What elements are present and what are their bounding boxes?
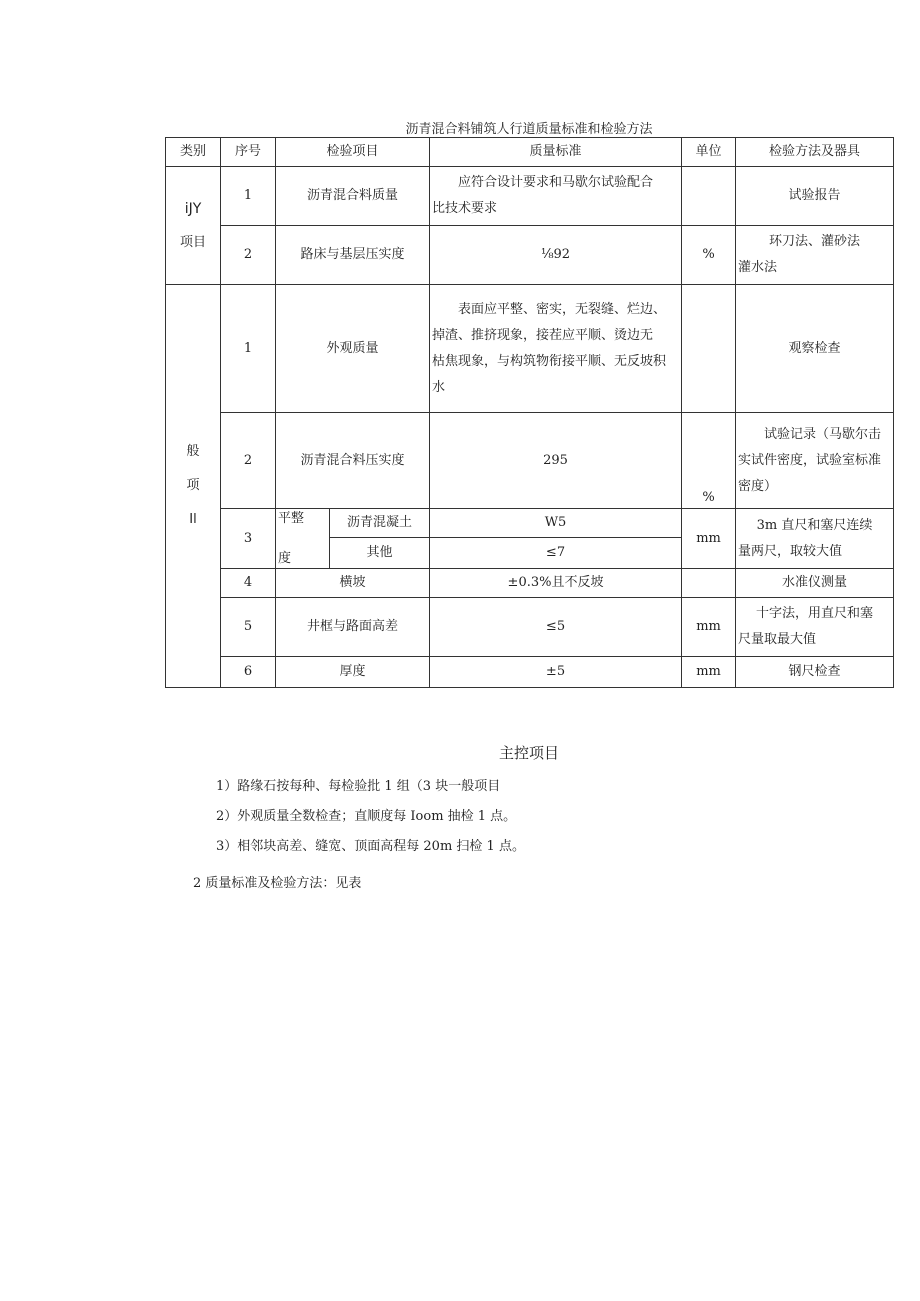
method-line: 环刀法、灌砂法 bbox=[769, 234, 861, 249]
table-title: 沥青混合料铺筑人行道质量标准和检验方法 bbox=[405, 122, 653, 137]
note-line-3: 3）相邻块高差、缝宽、顶面高程每 20m 扫检 1 点。 bbox=[216, 839, 525, 854]
item-line: 平整 bbox=[278, 510, 305, 526]
note-line-1: 1）路缘石按每种、每检验批 1 组（3 块一般项目 bbox=[216, 779, 501, 794]
standard-line: 应符合设计要求和马歇尔试验配合 bbox=[458, 175, 654, 190]
standard-line: 比技术要求 bbox=[432, 201, 498, 216]
header-item: 检验项目 bbox=[276, 138, 430, 167]
row-method bbox=[736, 413, 894, 509]
row-unit: % bbox=[682, 226, 736, 285]
row-method: 水准仪测量 bbox=[736, 569, 894, 598]
row-number: 3 bbox=[221, 509, 276, 569]
table-header-row bbox=[166, 138, 894, 167]
header-method: 检验方法及器具 bbox=[736, 138, 894, 167]
header-unit: 单位 bbox=[682, 138, 736, 167]
row-item: 井框与路面高差 bbox=[276, 598, 430, 657]
table-row bbox=[166, 413, 894, 509]
row-item: 厚度 bbox=[276, 657, 430, 688]
row-number: 2 bbox=[221, 413, 276, 509]
table-row bbox=[166, 569, 894, 598]
row-unit bbox=[682, 569, 736, 598]
table-row bbox=[166, 598, 894, 657]
standard-line: 水 bbox=[432, 379, 446, 395]
unit-text: % bbox=[702, 489, 715, 505]
method-line: 实试件密度，试验室标准 bbox=[738, 452, 882, 468]
row-method bbox=[736, 598, 894, 657]
method-line: 量两尺，取较大值 bbox=[738, 543, 843, 559]
standard-line: 枯焦现象，与构筑物衔接平顺、无反坡积 bbox=[432, 353, 667, 369]
row-standard: ≤7 bbox=[430, 538, 682, 569]
row-item: 外观质量 bbox=[276, 285, 430, 413]
row-item-flatness bbox=[276, 509, 330, 569]
row-standard: ±0.3%且不反坡 bbox=[430, 569, 682, 598]
row-item: 沥青混合料质量 bbox=[276, 167, 430, 226]
method-line: 密度） bbox=[738, 478, 778, 494]
row-standard: W5 bbox=[430, 509, 682, 538]
row-subitem: 其他 bbox=[330, 538, 430, 569]
row-method: 观察检查 bbox=[736, 285, 894, 413]
note-line-2: 2）外观质量全数检查；直顺度每 Ioom 抽检 1 点。 bbox=[216, 809, 517, 824]
row-standard bbox=[430, 167, 682, 226]
standard-line: 表面应平整、密实，无裂缝、烂边、 bbox=[458, 301, 667, 317]
row-number: 4 bbox=[221, 569, 276, 598]
header-category: 类别 bbox=[166, 138, 221, 167]
row-unit: mm bbox=[682, 657, 736, 688]
row-unit: mm bbox=[682, 598, 736, 657]
row-number: 5 bbox=[221, 598, 276, 657]
category-general-line2: 项 bbox=[186, 478, 200, 493]
row-number: 1 bbox=[221, 167, 276, 226]
row-standard: ±5 bbox=[430, 657, 682, 688]
category-main-line1: iJY bbox=[184, 200, 202, 217]
table-row bbox=[166, 167, 894, 226]
row-number: 6 bbox=[221, 657, 276, 688]
table-row bbox=[166, 285, 894, 413]
row-standard: 295 bbox=[430, 413, 682, 509]
row-standard: ≤5 bbox=[430, 598, 682, 657]
row-unit bbox=[682, 167, 736, 226]
category-main-control bbox=[166, 167, 221, 285]
method-line: 十字法，用直尺和塞 bbox=[756, 606, 874, 621]
row-method: 试验报告 bbox=[736, 167, 894, 226]
section-heading-quality: 2 质量标准及检验方法：见表 bbox=[193, 876, 362, 891]
row-unit bbox=[682, 285, 736, 413]
category-general bbox=[166, 285, 221, 688]
method-line: 3m 直尺和塞尺连续 bbox=[756, 517, 873, 533]
row-number: 1 bbox=[221, 285, 276, 413]
row-item: 沥青混合料压实度 bbox=[276, 413, 430, 509]
row-method: 钢尺检查 bbox=[736, 657, 894, 688]
row-standard bbox=[430, 285, 682, 413]
row-unit: mm bbox=[682, 509, 736, 569]
category-general-line3: Il bbox=[189, 512, 197, 527]
row-unit bbox=[682, 413, 736, 509]
section-subtitle: 主控项目 bbox=[498, 744, 559, 762]
item-line: 度 bbox=[278, 550, 292, 566]
method-line: 试验记录（马歇尔击 bbox=[764, 426, 882, 442]
row-method bbox=[736, 226, 894, 285]
table-row bbox=[166, 509, 894, 538]
row-item: 横坡 bbox=[276, 569, 430, 598]
method-line: 灌水法 bbox=[738, 260, 778, 275]
method-line: 尺量取最大值 bbox=[738, 632, 817, 647]
category-main-line2: 项目 bbox=[179, 234, 206, 250]
header-number: 序号 bbox=[221, 138, 276, 167]
row-standard: ⅛92 bbox=[430, 226, 682, 285]
row-subitem: 沥青混凝土 bbox=[330, 509, 430, 538]
standard-line: 掉渣、推挤现象，接茬应平顺、烫边无 bbox=[432, 327, 654, 343]
row-method bbox=[736, 509, 894, 569]
table-row bbox=[166, 657, 894, 688]
table-row bbox=[166, 226, 894, 285]
row-item: 路床与基层压实度 bbox=[276, 226, 430, 285]
quality-standards-table bbox=[165, 137, 894, 688]
category-general-line1: 般 bbox=[186, 444, 200, 459]
row-number: 2 bbox=[221, 226, 276, 285]
header-standard: 质量标准 bbox=[430, 138, 682, 167]
